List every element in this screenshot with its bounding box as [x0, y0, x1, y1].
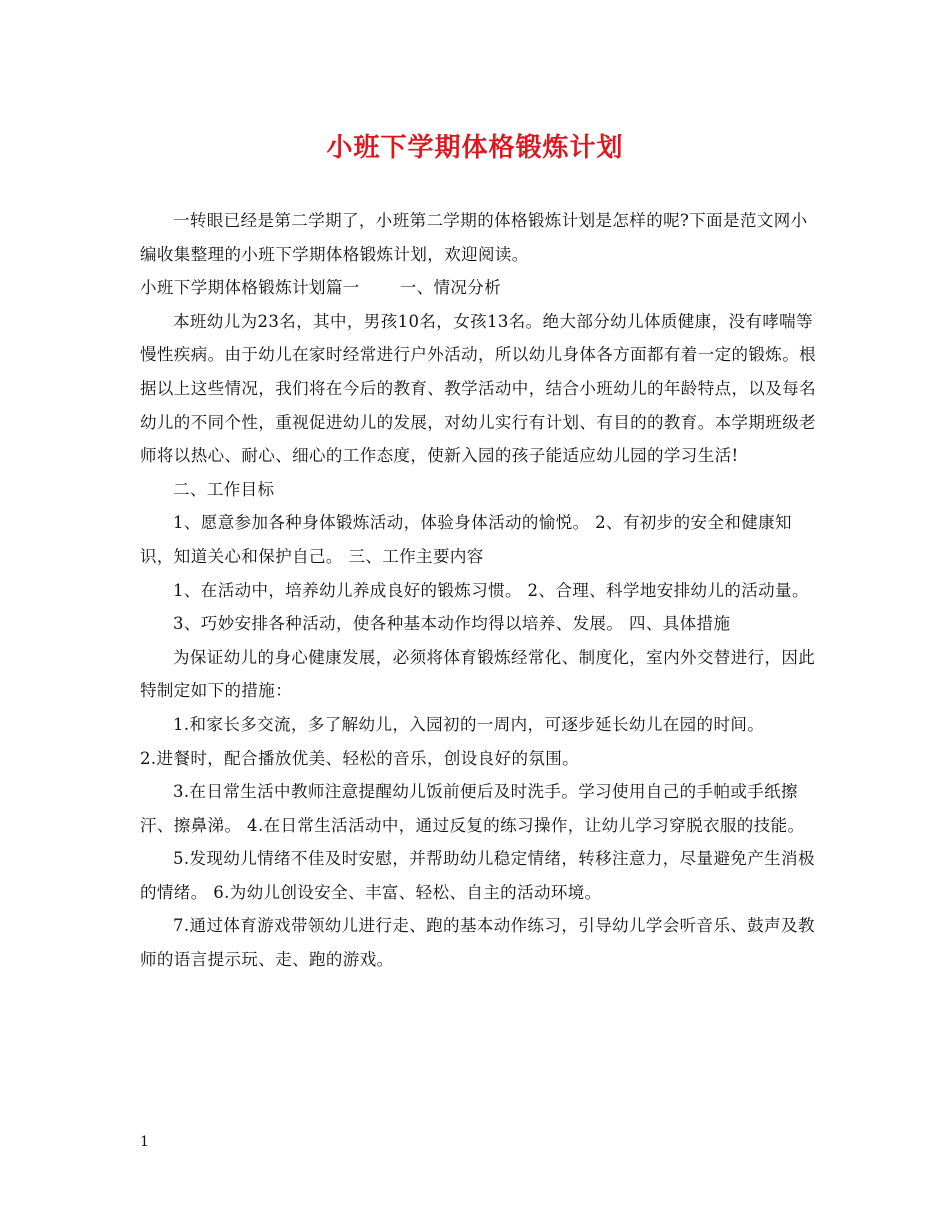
section-heading-row	[140, 271, 824, 305]
measures-intro-paragraph: 为保证幼儿的身心健康发展，必须将体育锻炼经常化、制度化，室内外交替进行，因此特制定如下的措施：	[140, 647, 816, 701]
analysis-paragraph: 本班幼儿为23名，其中，男孩10名，女孩13名。绝大部分幼儿体质健康，没有哮喘等慢性疾病。由于幼儿在家时经常进行户外活动，所以幼儿身体各方面都有着一定的锻炼。根据以上这些情况，我们将在今后的教育、教学活动中，结合小班幼儿的年龄特点，以及每名幼儿的不同个性，重视促进幼儿的发展，对幼儿实行有计划、有目的的教育。本学期班级老师将以热心、耐心、细心的工作态度，使新入园的孩子能适应幼儿园的学习生活!	[140, 311, 816, 466]
measure-7: 7.通过体育游戏带领幼儿进行走、跑的基本动作练习，引导幼儿学会听音乐、鼓声及教师的语言提示玩、走、跑的游戏。	[140, 916, 815, 970]
intro-paragraph: 一转眼已经是第二学期了，小班第二学期的体格锻炼计划是怎样的呢?下面是范文网小编收集整理的小班下学期体格锻炼计划，欢迎阅读。	[140, 211, 808, 264]
document-body	[140, 204, 824, 977]
content-paragraph-3: 3、巧妙安排各种活动，使各种基本动作均得以培养、发展。 四、具体措施	[173, 614, 731, 634]
section-two-heading: 二、工作目标	[173, 479, 275, 499]
content-paragraph-1: 1、在活动中，培养幼儿养成良好的锻炼习惯。 2、合理、科学地安排幼儿的活动量。	[173, 580, 809, 600]
page-number: 1	[140, 1134, 149, 1150]
section-label: 小班下学期体格锻炼计划篇一	[140, 278, 360, 298]
measure-5: 5.发现幼儿情绪不佳及时安慰，并帮助幼儿稳定情绪，转移注意力，尽量避免产生消极的情绪。 6.为幼儿创设安全、丰富、轻松、自主的活动环境。	[140, 849, 815, 902]
section-one-heading: 一、情况分析	[399, 278, 502, 298]
measure-3: 3.在日常生活中教师注意提醒幼儿饭前便后及时洗手。学习使用自己的手帕或手纸擦汗、擦鼻涕。 4.在日常生活活动中，通过反复的练习操作，让幼儿学习穿脱衣服的技能。	[140, 782, 805, 835]
document-title: 小班下学期体格锻炼计划	[326, 133, 624, 163]
goals-paragraph: 1、愿意参加各种身体锻炼活动，体验身体活动的愉悦。 2、有初步的安全和健康知识，知道关心和保护自己。 三、工作主要内容	[140, 513, 792, 566]
measure-2: 2.进餐时，配合播放优美、轻松的音乐，创设良好的氛围。	[140, 748, 580, 768]
measure-1: 1.和家长多交流，多了解幼儿，入园初的一周内，可逐步延长幼儿在园的时间。	[173, 714, 765, 734]
